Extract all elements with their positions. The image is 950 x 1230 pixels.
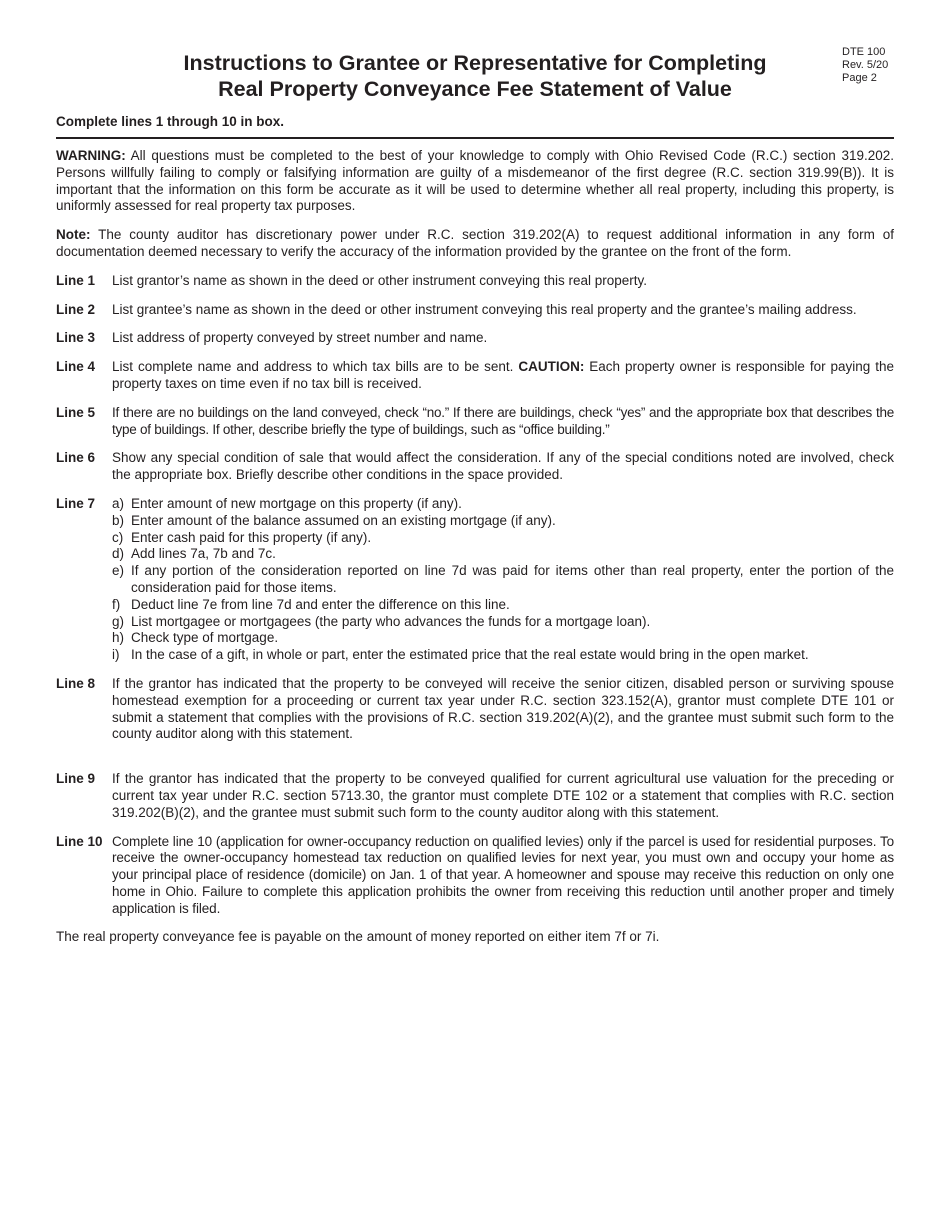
sub-item-key: d) <box>112 546 125 562</box>
line-text: If the grantor has indicated that the property to be conveyed qualified for current agricultural use valuation for the preceding or current tax year under R.C. section 5713.30, the grantor must complete DTE 102 or a statement that complies with R.C. section 319.202(B)(2), and the grantee must submit such form to the county auditor along with this statement. <box>112 771 894 820</box>
form-revision: Rev. 5/20 <box>842 59 889 71</box>
line-text: List grantor’s name as shown in the deed or other instrument conveying this real property. <box>112 272 648 288</box>
sub-item-text: Check type of mortgage. <box>131 630 279 646</box>
sub-item-text: Enter cash paid for this property (if any). <box>131 529 372 545</box>
line-6-instruction <box>56 450 894 484</box>
line-4-text-after: Each property owner is responsible for paying the property taxes on time even if no tax bill is received. <box>112 359 894 391</box>
sub-item-f <box>112 597 894 614</box>
sub-item-key: h) <box>112 630 125 646</box>
sub-item-b <box>112 513 894 530</box>
line-label: Line 4 <box>56 359 96 375</box>
sub-item-h <box>112 630 894 647</box>
line-label: Line 2 <box>56 301 96 317</box>
line-7-instruction <box>56 496 894 664</box>
line-2-instruction <box>56 302 894 319</box>
line-label: Line 3 <box>56 330 96 346</box>
line-1-instruction <box>56 273 894 290</box>
divider <box>56 137 894 139</box>
sub-item-i <box>112 647 894 664</box>
footer-paragraph: The real property conveyance fee is payable on the amount of money reported on either item 7f or 7i. <box>56 929 660 945</box>
line-9-instruction <box>56 771 894 821</box>
line-4-instruction <box>56 359 894 393</box>
line-text: If there are no buildings on the land conveyed, check “no.” If there are buildings, check “yes” and the appropriate box that describes the type of buildings. If other, describe briefly the type of buildings, such as “office building.” <box>112 404 894 437</box>
instructions-body <box>56 148 894 958</box>
sub-item-g <box>112 614 894 631</box>
sub-item-text: Add lines 7a, 7b and 7c. <box>131 546 276 562</box>
sub-item-text: Deduct line 7e from line 7d and enter the difference on this line. <box>131 596 510 612</box>
line-label: Line 8 <box>56 675 96 691</box>
sub-item-key: e) <box>112 563 125 579</box>
sub-item-key: i) <box>112 647 120 663</box>
line-4-text-before: List complete name and address to which tax bills are to be sent. <box>112 359 519 375</box>
line-text: Complete line 10 (application for owner-occupancy reduction on qualified levies) only if the parcel is used for residential purposes. To receive the owner-occupancy homestead tax reduction on qualified levies for next year, you must own and occupy your home as your principal place of residence (domicile) on Jan. 1 of that year. A homeowner and spouse may receive this reduction on only one home in Ohio. Failure to complete this application prohibits the owner from receiving this reduction until another proper and timely application is filed. <box>112 833 894 916</box>
warning-text: All questions must be completed to the best of your knowledge to comply with Ohio Revised Code (R.C.) section 319.202. Persons willfully failing to comply or falsifying information are guilty of a misdemeanor of the first degree (R.C. section 319.99(B)). It is important that the information on this form be accurate as it will be used to determine whether all real property, including this property, is uniformly assessed for real property tax purposes. <box>56 148 894 214</box>
sub-item-e <box>112 563 894 597</box>
form-identifier <box>842 46 888 85</box>
line-text: If the grantor has indicated that the property to be conveyed will receive the senior citizen, disabled person or surviving spouse homestead exemption for a proceeding or current tax year under R.C. section 323.152(A), grantor must complete DTE 101 or submit a statement that complies with the provisions of R.C. section 319.202(A)(2), and the grantee must submit such form to the county auditor along with this statement. <box>112 675 894 742</box>
line-3-instruction <box>56 330 894 347</box>
sub-item-d <box>112 546 894 563</box>
line-label: Line 6 <box>56 450 96 466</box>
line-7-sublist <box>112 496 894 664</box>
note-text: The county auditor has discretionary power under R.C. section 319.202(A) to request additional information in any form of documentation deemed necessary to verify the accuracy of the information provided by the grantee on the front of the form. <box>56 227 894 259</box>
line-text: List grantee’s name as shown in the deed or other instrument conveying this real property and the grantee’s mailing address. <box>112 301 857 317</box>
line-label: Line 7 <box>56 495 96 511</box>
sub-item-key: c) <box>112 529 124 545</box>
title-line-2: Real Property Conveyance Fee Statement of Value <box>218 77 732 101</box>
subheading: Complete lines 1 through 10 in box. <box>56 114 285 129</box>
line-label: Line 9 <box>56 771 96 787</box>
sub-item-key: f) <box>112 596 121 612</box>
sub-item-key: g) <box>112 613 125 629</box>
sub-item-text: Enter amount of the balance assumed on an existing mortgage (if any). <box>131 512 556 528</box>
sub-item-text: If any portion of the consideration reported on line 7d was paid for items other than real property, enter the portion of the consideration paid for those items. <box>131 563 894 595</box>
warning-paragraph <box>56 148 894 215</box>
page-title <box>140 50 810 102</box>
line-8-instruction <box>56 676 894 759</box>
note-paragraph <box>56 227 894 261</box>
line-label: Line 1 <box>56 272 96 288</box>
warning-label: WARNING: <box>56 148 126 163</box>
sub-item-text: Enter amount of new mortgage on this property (if any). <box>131 495 462 511</box>
sub-item-text: List mortgagee or mortgagees (the party who advances the funds for a mortgage loan). <box>131 613 651 629</box>
sub-item-text: In the case of a gift, in whole or part, enter the estimated price that the real estate would bring in the open market. <box>131 647 809 663</box>
line-10-instruction <box>56 834 894 918</box>
note-label: Note: <box>56 227 91 243</box>
title-line-1: Instructions to Grantee or Representative for Completing <box>183 51 767 75</box>
line-label: Line 5 <box>56 404 96 420</box>
sub-item-key: a) <box>112 495 125 511</box>
line-text: List address of property conveyed by street number and name. <box>112 330 488 346</box>
line-text: Show any special condition of sale that would affect the consideration. If any of the special conditions noted are involved, check the appropriate box. Briefly describe other conditions in the space provided. <box>112 450 894 483</box>
sub-item-key: b) <box>112 512 125 528</box>
sub-item-c <box>112 530 894 547</box>
line-5-instruction <box>56 405 894 439</box>
line-label: Line 10 <box>56 833 103 849</box>
sub-item-a <box>112 496 894 513</box>
caution-label: CAUTION: <box>518 359 585 375</box>
line-text <box>112 359 894 393</box>
form-number: DTE 100 <box>842 46 886 58</box>
page-number: Page 2 <box>842 72 877 84</box>
